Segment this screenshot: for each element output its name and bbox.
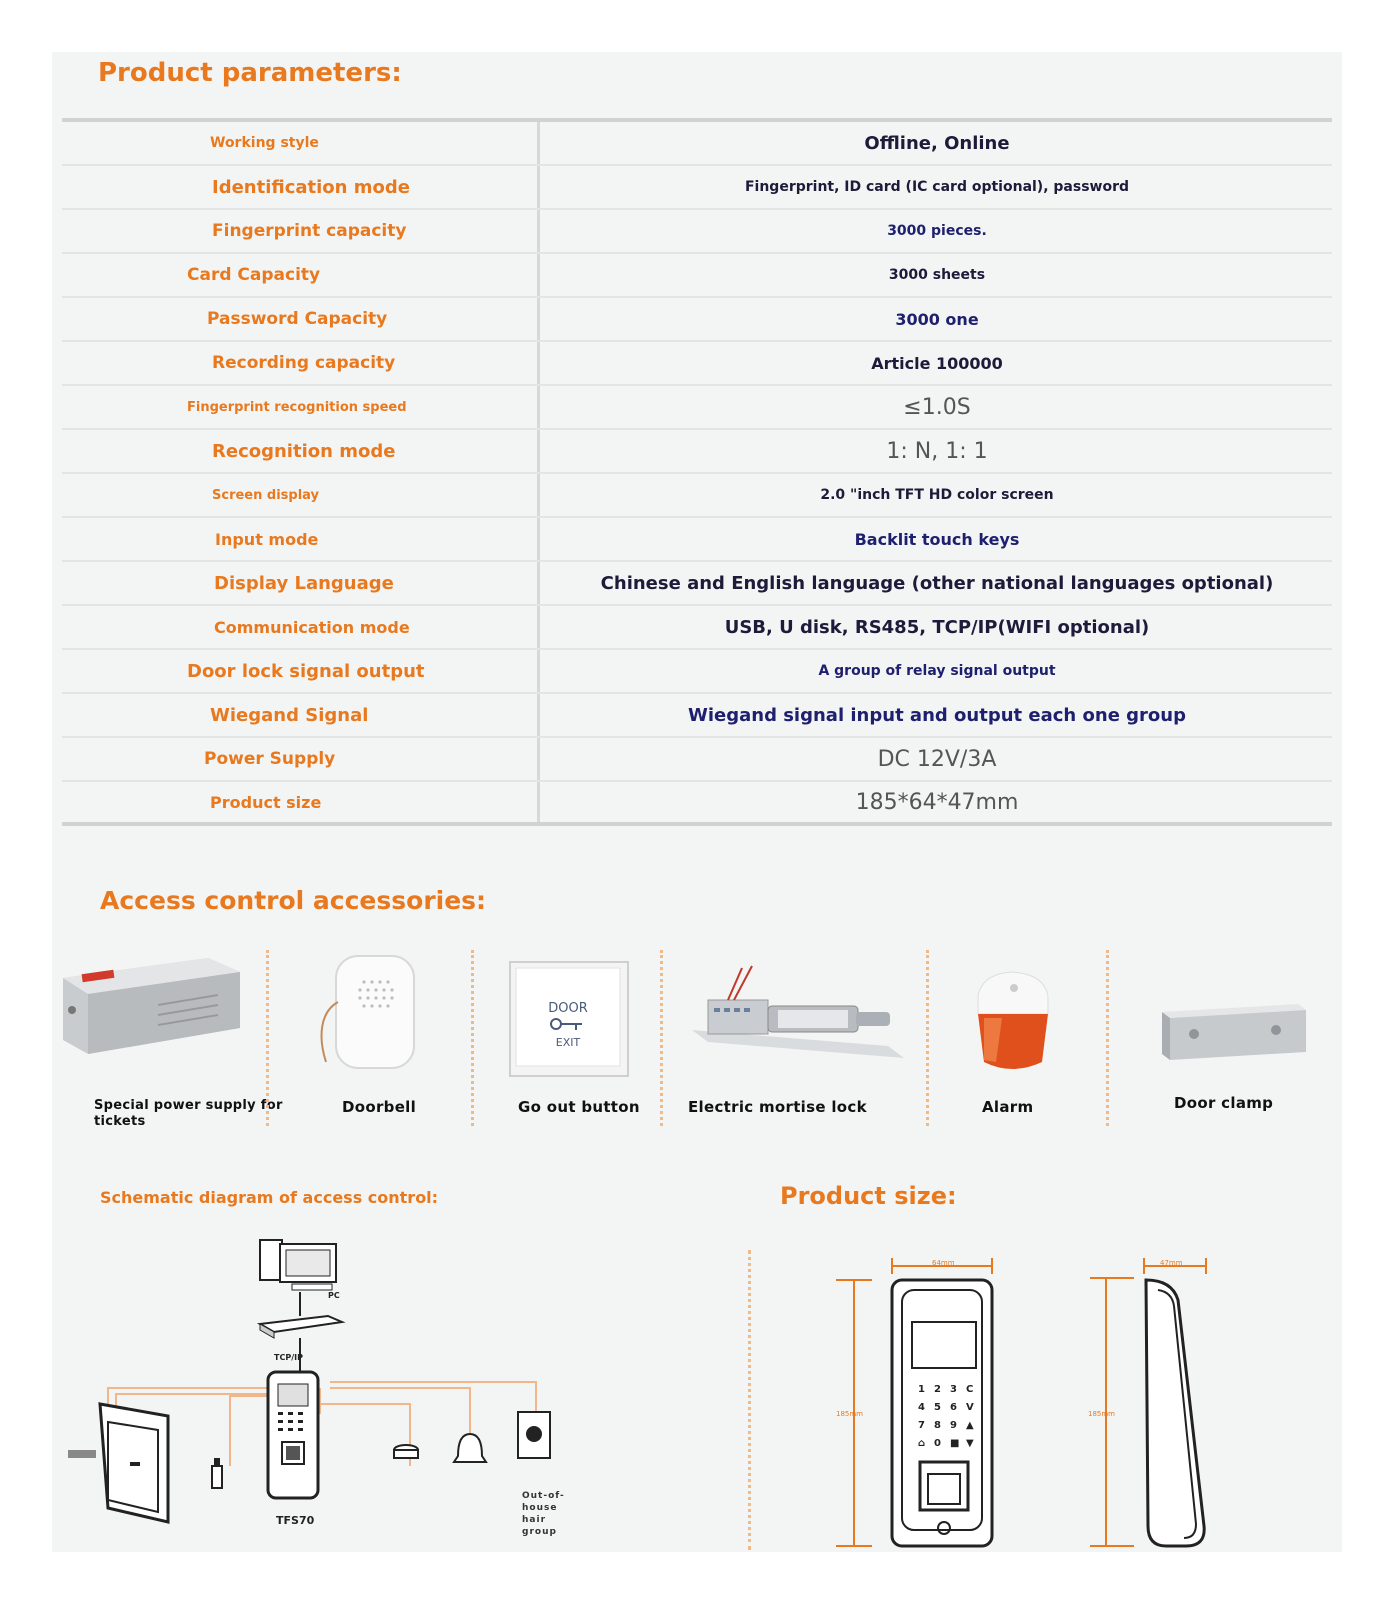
table-row <box>62 562 1332 606</box>
table-row <box>62 386 1332 430</box>
param-label-cell <box>62 518 540 560</box>
svg-text:C: C <box>966 1384 974 1395</box>
table-row <box>62 342 1332 386</box>
table-row <box>62 254 1332 298</box>
alarm-siren-icon <box>962 970 1062 1080</box>
param-label: Fingerprint recognition speed <box>187 399 407 415</box>
svg-text:9: 9 <box>950 1420 957 1431</box>
table-row <box>62 782 1332 826</box>
divider <box>926 950 929 1126</box>
divider <box>1106 950 1109 1126</box>
side-height-label: 185mm <box>1088 1410 1115 1418</box>
accessory-caption-clamp: Door clamp <box>1174 1094 1274 1112</box>
divider <box>748 1250 751 1550</box>
accessory-caption-exit: Go out button <box>518 1098 640 1116</box>
table-row <box>62 210 1332 254</box>
param-label-cell <box>62 342 540 384</box>
table-row <box>62 430 1332 474</box>
param-label: Input mode <box>215 529 319 549</box>
out-of-house-label: Out-of- house hair group <box>522 1491 565 1537</box>
param-label-cell <box>62 474 540 516</box>
exit-button-icon <box>508 960 632 1080</box>
param-label-cell <box>62 738 540 780</box>
param-label: Wiegand Signal <box>210 704 369 726</box>
param-value: Wiegand signal input and output each one group <box>687 704 1186 726</box>
param-value: Chinese and English language (other national languages optional) <box>600 572 1274 594</box>
side-dimension-drawing <box>1086 1256 1226 1556</box>
divider <box>266 950 269 1126</box>
params-table <box>62 118 1332 826</box>
table-row <box>62 122 1332 166</box>
param-value: ≤1.0S <box>903 394 971 420</box>
param-label: Door lock signal output <box>187 660 425 682</box>
svg-text:⌂: ⌂ <box>918 1438 926 1449</box>
param-label: Recording capacity <box>212 353 396 373</box>
param-label-cell <box>62 650 540 692</box>
width-label: 64mm <box>932 1259 955 1267</box>
table-row <box>62 738 1332 782</box>
param-label-cell <box>62 166 540 208</box>
param-label: Display Language <box>214 572 394 594</box>
param-label: Product size <box>210 792 322 812</box>
svg-text:0: 0 <box>934 1438 941 1449</box>
accessory-caption-alarm: Alarm <box>982 1098 1034 1116</box>
param-value: Backlit touch keys <box>854 529 1020 549</box>
svg-text:▲: ▲ <box>966 1420 974 1431</box>
param-label: Password Capacity <box>207 309 388 329</box>
tcpip-label: TCP/IP <box>274 1353 303 1362</box>
table-row <box>62 474 1332 518</box>
exit-text: EXIT <box>555 1036 581 1049</box>
svg-text:2: 2 <box>934 1384 941 1395</box>
param-label-cell <box>62 122 540 164</box>
param-label-cell <box>62 254 540 296</box>
table-row <box>62 606 1332 650</box>
param-label: Card Capacity <box>187 265 321 285</box>
mortise-lock-icon <box>688 960 904 1080</box>
door-text: DOOR <box>548 1001 588 1016</box>
front-dimension-drawing <box>832 1256 1002 1556</box>
table-row <box>62 298 1332 342</box>
param-label-cell <box>62 606 540 648</box>
accessory-caption-lock: Electric mortise lock <box>688 1098 867 1116</box>
param-value: 3000 one <box>895 309 979 329</box>
param-label-cell <box>62 782 540 822</box>
params-heading: Product parameters: <box>98 58 402 88</box>
svg-text:8: 8 <box>934 1420 941 1431</box>
accessory-caption-doorbell: Doorbell <box>342 1098 417 1116</box>
param-label-cell <box>62 694 540 736</box>
param-label-cell <box>62 562 540 604</box>
param-value: 3000 pieces. <box>887 223 987 239</box>
divider <box>660 950 663 1126</box>
doorbell-icon <box>314 952 424 1072</box>
param-value: DC 12V/3A <box>877 746 997 772</box>
svg-text:■: ■ <box>950 1438 960 1449</box>
param-value: 2.0 "inch TFT HD color screen <box>820 487 1054 503</box>
pc-label: PC <box>328 1291 340 1300</box>
param-label: Communication mode <box>214 617 410 637</box>
param-label-cell <box>62 430 540 472</box>
depth-label: 47mm <box>1160 1259 1183 1267</box>
svg-text:3: 3 <box>950 1384 957 1395</box>
height-label: 185mm <box>836 1410 863 1418</box>
param-value: USB, U disk, RS485, TCP/IP(WIFI optional) <box>724 616 1150 638</box>
svg-text:4: 4 <box>918 1402 925 1413</box>
svg-text:V: V <box>966 1402 974 1413</box>
param-value: 185*64*47mm <box>855 789 1019 815</box>
door-clamp-icon <box>1158 998 1308 1068</box>
param-label: Fingerprint capacity <box>212 221 407 241</box>
param-label-cell <box>62 386 540 428</box>
schematic-heading: Schematic diagram of access control: <box>100 1188 439 1207</box>
param-value: 1: N, 1: 1 <box>886 438 988 464</box>
table-row <box>62 166 1332 210</box>
param-value: Offline, Online <box>864 132 1010 154</box>
param-label: Recognition mode <box>212 440 396 462</box>
accessory-caption-power: Special power supply for tickets <box>94 1098 283 1129</box>
param-label: Working style <box>210 135 319 151</box>
svg-text:▼: ▼ <box>966 1438 974 1449</box>
param-value: Article 100000 <box>871 353 1003 373</box>
divider <box>471 950 474 1126</box>
param-value: 3000 sheets <box>888 267 986 283</box>
table-row <box>62 694 1332 738</box>
param-label-cell <box>62 210 540 252</box>
param-value: A group of relay signal output <box>818 663 1056 679</box>
table-row <box>62 650 1332 694</box>
param-value: Fingerprint, ID card (IC card optional), password <box>744 179 1130 195</box>
param-label-cell <box>62 298 540 340</box>
param-label: Identification mode <box>212 176 410 198</box>
pc-icon <box>260 1240 336 1290</box>
svg-text:5: 5 <box>934 1402 941 1413</box>
svg-text:6: 6 <box>950 1402 957 1413</box>
param-label: Power Supply <box>204 749 336 769</box>
svg-text:1: 1 <box>918 1384 925 1395</box>
power-supply-box-icon <box>58 950 242 1060</box>
size-heading: Product size: <box>780 1182 957 1210</box>
param-label: Screen display <box>212 487 320 503</box>
accessories-heading: Access control accessories: <box>100 886 487 915</box>
svg-text:7: 7 <box>918 1420 925 1431</box>
device-label: TFS70 <box>276 1514 315 1527</box>
table-row <box>62 518 1332 562</box>
